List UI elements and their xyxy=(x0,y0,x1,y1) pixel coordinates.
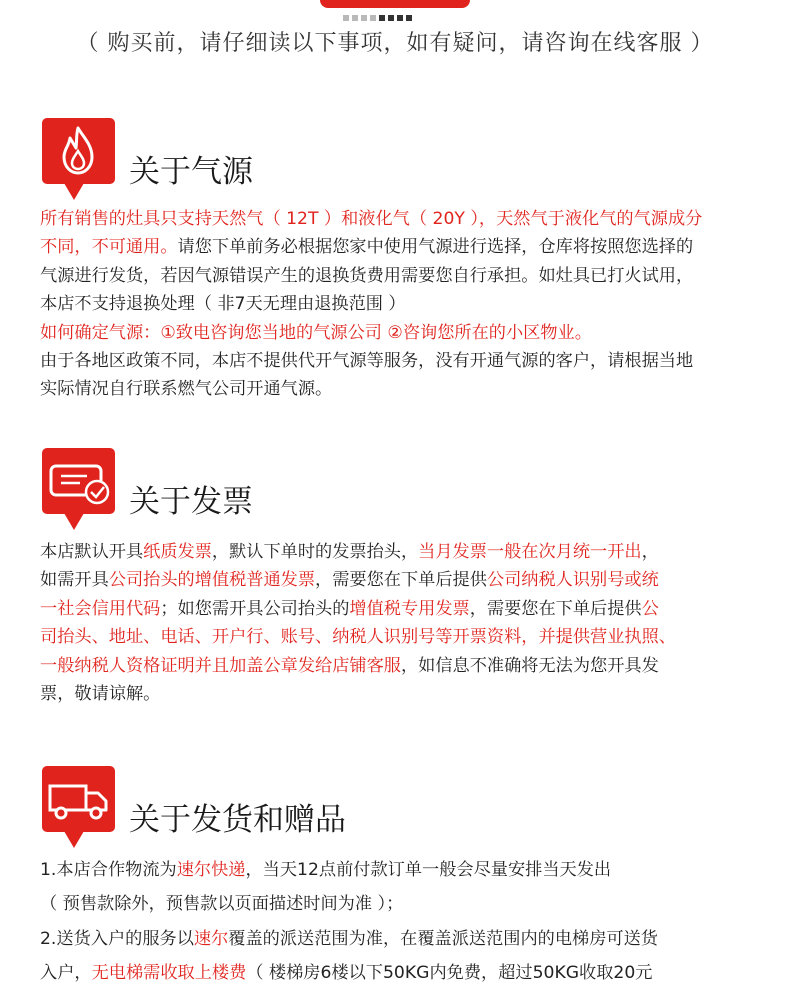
body-text: ，默认下单时的发票抬头， xyxy=(211,542,419,562)
highlight-text: 增值税专用发票 xyxy=(349,598,470,619)
body-text: 如需开具 xyxy=(40,570,109,591)
text-line xyxy=(40,233,775,261)
highlight-text: 公 xyxy=(641,598,659,619)
body-text: 本店不支持退换处理（ 非7天无理由退换范围 ） xyxy=(40,294,406,315)
text-line xyxy=(40,205,775,233)
body-text: ，需要您在下单后提供 xyxy=(469,598,642,619)
body-text: 由于各地区政策不同，本店不提供代开气源等服务，没有开通气源的客户，请根据当地 xyxy=(40,351,694,372)
text-line xyxy=(40,959,775,987)
section-body-gas xyxy=(40,205,775,404)
body-text: （ 预售款除外，预售款以页面描述时间为准 ）； xyxy=(40,894,404,915)
highlight-text: 纸质发票 xyxy=(143,542,212,562)
body-text: ，当天12点前付款订单一般会尽量安排当天发出 xyxy=(245,860,612,880)
section-header-shipping xyxy=(42,766,346,838)
text-line xyxy=(40,890,775,918)
highlight-text: 无电梯需收取上楼费 xyxy=(91,963,247,984)
text-line xyxy=(40,319,775,347)
highlight-text: 当月发票一般在次月统一开出 xyxy=(418,542,642,562)
text-line xyxy=(40,925,775,953)
header-decoration-bar xyxy=(320,0,470,8)
section-body-invoice xyxy=(40,538,775,708)
body-text: ，如信息不准确将无法为您开具发 xyxy=(400,655,659,676)
section-header-gas xyxy=(42,118,253,190)
text-line xyxy=(40,375,775,403)
body-text: ， xyxy=(641,542,659,562)
invoice-check-icon xyxy=(42,448,115,514)
highlight-text: 不同，不可通用。 xyxy=(40,237,178,258)
text-line xyxy=(40,347,775,375)
body-text: ；如您需开具公司抬头的 xyxy=(160,598,350,619)
text-line xyxy=(40,290,775,318)
text-line xyxy=(40,856,775,884)
highlight-text: 速尔 xyxy=(193,928,229,949)
intro-notice: （ 购买前，请仔细读以下事项，如有疑问，请咨询在线客服 ） xyxy=(76,31,714,56)
highlight-text: 公司抬头的增值税普通发票 xyxy=(108,570,316,591)
body-text: 请您下单前务必根据您家中使用气源进行选择，仓库将按照您选择的 xyxy=(177,237,694,258)
section-title-shipping: 关于发货和赠品 xyxy=(129,802,346,838)
flame-icon xyxy=(42,118,115,184)
highlight-text: 公司纳税人识别号或统 xyxy=(486,570,659,591)
section-body-shipping xyxy=(40,856,775,994)
text-line xyxy=(40,595,775,623)
paragraph xyxy=(40,925,775,988)
body-text: 票，敬请谅解。 xyxy=(40,684,161,705)
highlight-text: 速尔快递 xyxy=(176,860,246,880)
delivery-truck-icon xyxy=(42,766,115,832)
body-text: 2.送货入户的服务以 xyxy=(40,928,194,949)
pagination-dots xyxy=(343,15,412,21)
body-text: 入户， xyxy=(40,963,92,984)
highlight-text: 一般纳税人资格证明并且加盖公章发给店铺客服 xyxy=(40,655,401,676)
body-text: 1.本店合作物流为 xyxy=(40,860,177,880)
body-text: 气源进行发货，若因气源错误产生的退换货费用需要您自行承担。如灶具已打火试用， xyxy=(40,265,694,286)
text-line xyxy=(40,623,775,651)
section-title-invoice: 关于发票 xyxy=(129,484,253,520)
body-text: ，需要您在下单后提供 xyxy=(315,570,487,591)
highlight-text: 所有销售的灶具只支持天然气（ 12T ）和液化气（ 20Y ），天然气于液化气的气源成分 xyxy=(40,209,703,229)
body-text: 本店默认开具 xyxy=(40,542,144,562)
paragraph xyxy=(40,856,775,919)
body-text: （ 楼梯房6楼以下50KG内免费，超过50KG收取20元 xyxy=(246,963,653,984)
body-text: 实际情况自行联系燃气公司开通气源。 xyxy=(40,379,333,400)
text-line xyxy=(40,566,775,594)
highlight-text: 一社会信用代码 xyxy=(40,598,161,619)
text-line xyxy=(40,538,775,566)
body-text: 覆盖的派送范围为准，在覆盖派送范围内的电梯房可送货 xyxy=(228,928,658,949)
text-line xyxy=(40,680,775,708)
text-line xyxy=(40,652,775,680)
section-title-gas: 关于气源 xyxy=(129,154,253,190)
text-line xyxy=(40,262,775,290)
section-header-invoice xyxy=(42,448,253,520)
highlight-text: 司抬头、地址、电话、开户行、账号、纳税人识别号等开票资料，并提供营业执照、 xyxy=(40,627,676,648)
highlight-text: 如何确定气源：①致电咨询您当地的气源公司 ②咨询您所在的小区物业。 xyxy=(40,322,592,343)
